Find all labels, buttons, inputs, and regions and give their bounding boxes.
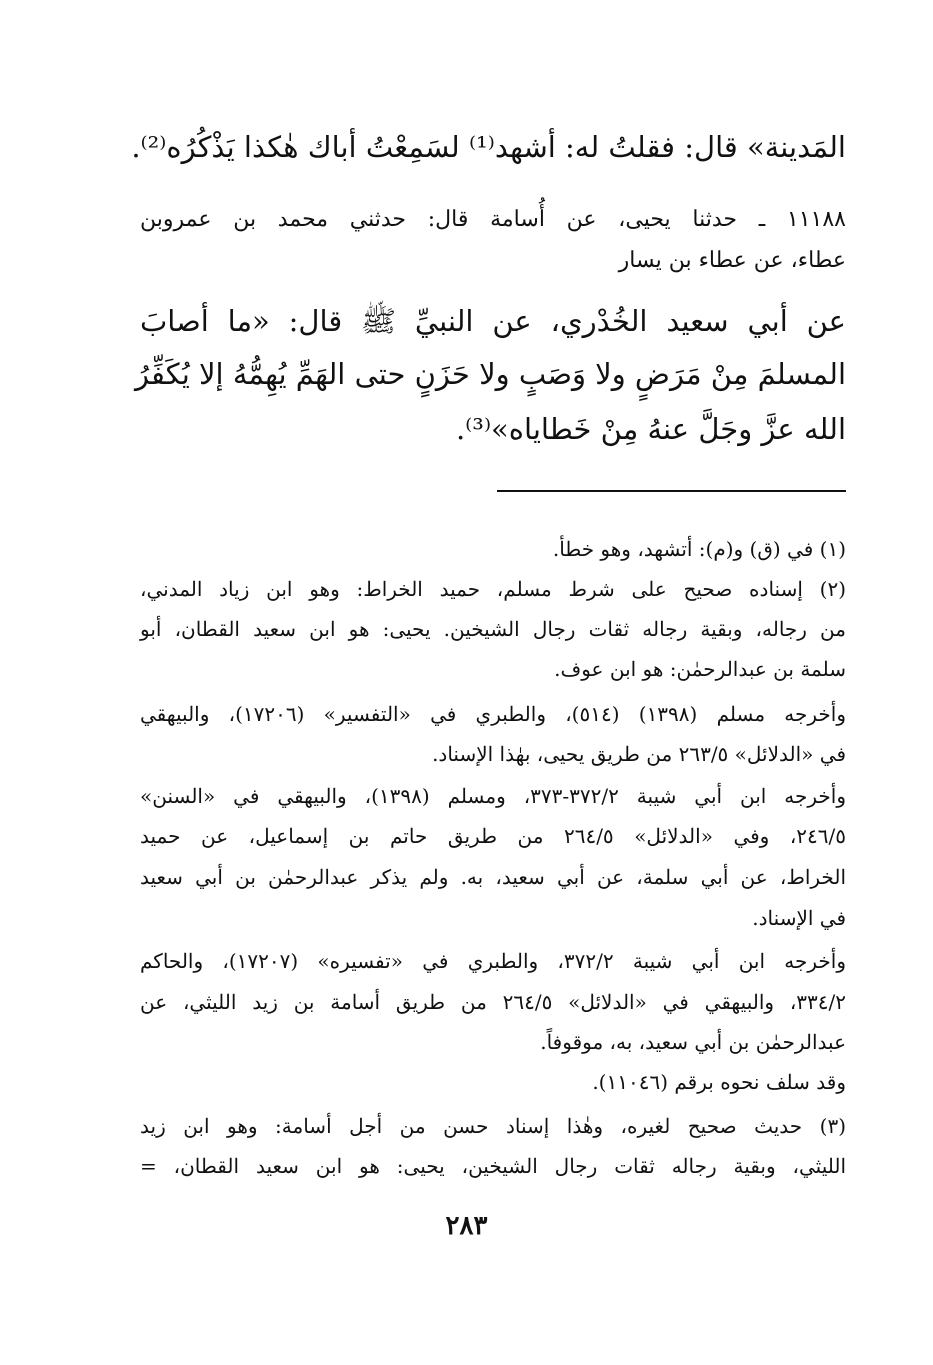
hadith-number-line: ١١١٨٨ ـ حدثنا يحيى، عن أُسامة قال: حدثني محمد بن عمروبن <box>140 207 846 232</box>
footnote-2-line-1: (٢) إسناده صحيح على شرط مسلم، حميد الخراط: وهو ابن زياد المدني، <box>140 577 846 601</box>
hadith-matn-line-3: الله عزَّ وجَلَّ عنهُ مِنْ خَطاياه»⁽³⁾. <box>455 412 846 446</box>
footnote-3-line-1: (٣) حديث صحيح لغيره، وهٰذا إسناد حسن من أجل أسامة: وهو ابن زيد <box>140 1114 846 1138</box>
footnote-separator <box>497 490 846 492</box>
footnote-2-line-9: في الإسناد. <box>752 906 846 930</box>
footnote-2-line-2: من رجاله، وبقية رجاله ثقات رجال الشيخين. يحيى: هو ابن سعيد القطان، أبو <box>140 617 846 641</box>
footnote-2-line-4: وأخرجه مسلم (١٣٩٨) (٥١٤)، والطبري في «التفسير» (١٧٢٠٦)، والبيهقي <box>140 702 846 726</box>
footnote-1: (١) في (ق) و(م): أتشهد، وهو خطأ. <box>552 537 846 561</box>
hadith-matn-line-2: المسلمَ مِنْ مَرَضٍ ولا وَصَبٍ ولا حَزَنٍ حتى الهَمِّ يُهِمُّهُ إلا يُكَفِّرُ <box>135 357 846 391</box>
hadith-matn-line-1: عن أبي سعيد الخُدْري، عن النبيِّ ﷺ قال: «ما أصابَ <box>140 304 846 338</box>
footnote-2-line-7: ٢٤٦/٥، وفي «الدلائل» ٢٦٤/٥ من طريق حاتم بن إسماعيل، عن حميد <box>140 824 847 848</box>
footnote-2-line-13: وقد سلف نحوه برقم (١١٠٤٦). <box>592 1070 846 1094</box>
footnote-2-line-10: وأخرجه ابن أبي شيبة ٣٧٢/٢، والطبري في «تفسيره» (١٧٢٠٧)، والحاكم <box>140 949 846 973</box>
footnote-3-line-2: الليثي، وبقية رجاله ثقات رجال الشيخين، يحيى: هو ابن سعيد القطان، = <box>140 1154 846 1178</box>
main-text-line-1: المَدينة» قال: فقلتُ له: أشهد⁽¹⁾ لسَمِعْتُ أباك هٰكذا يَذْكُرُه⁽²⁾. <box>131 130 846 164</box>
footnote-2-line-12: عبدالرحمٰن بن أبي سعيد، به، موقوفاً. <box>540 1030 846 1054</box>
footnote-2-line-3: سلمة بن عبدالرحمٰن: هو ابن عوف. <box>554 657 846 681</box>
page-number: ٢٨٣ <box>445 1211 488 1241</box>
hadith-chain-line-2: عطاء، عن عطاء بن يسار <box>618 248 846 273</box>
footnote-2-line-6: وأخرجه ابن أبي شيبة ٣٧٢/٢-٣٧٣، ومسلم (١٣٩٨)، والبيهقي في «السنن» <box>140 784 847 808</box>
footnote-2-line-8: الخراط، عن أبي سلمة، عن أبي سعيد، به. ولم يذكر عبدالرحمٰن بن أبي سعيد <box>140 865 846 889</box>
footnote-2-line-11: ٣٣٤/٢، والبيهقي في «الدلائل» ٢٦٤/٥ من طريق أسامة بن زيد الليثي، عن <box>140 990 846 1014</box>
footnote-2-line-5: في «الدلائل» ٢٦٣/٥ من طريق يحيى، بهٰذا الإسناد. <box>432 742 846 766</box>
